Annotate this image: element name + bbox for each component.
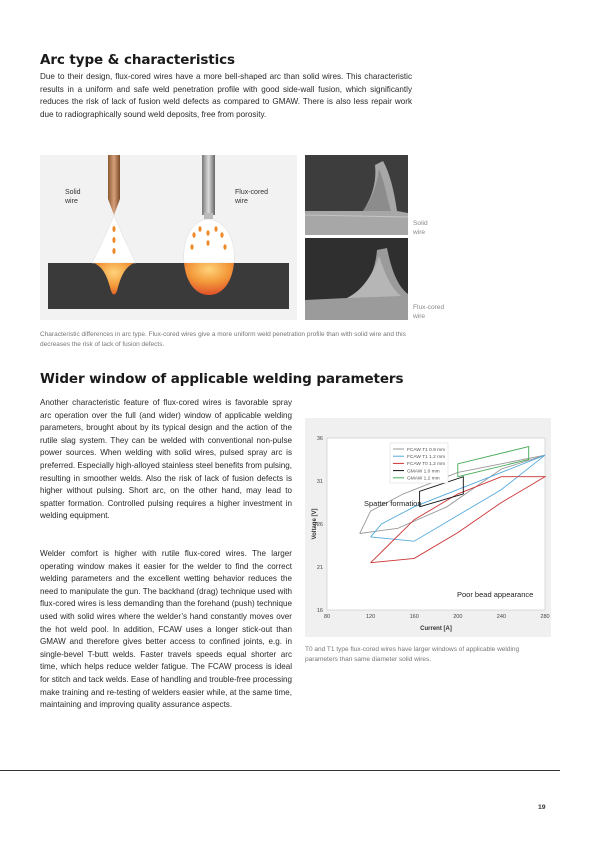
annotation-poor-bead: Poor bead appearance [457, 590, 534, 599]
x-axis-label: Current [A] [420, 626, 452, 632]
annotation-spatter: Spatter formation [364, 499, 422, 508]
y-tick-label: 26 [316, 522, 323, 528]
photo-solid-wire-label: Solid wire [413, 220, 428, 236]
arc-type-illustration [40, 155, 297, 320]
section-heading-arc-type: Arc type & characteristics [40, 52, 235, 68]
y-axis-label: Voltage [V] [312, 508, 318, 540]
legend-entry: GMAW 1.0 mm [407, 469, 440, 475]
x-tick-label: 240 [496, 614, 506, 620]
welding-parameters-paragraph-2: Welder comfort is higher with rutile flux-cored wires. The larger operating window makes it easier for the welder to find the correct welding parameters and the excellent wetting behavior reduces the need to manipulate the gun. The backhand (drag) technique used with flux-cored wires is less demanding than the forehand (push) technique used with solid wires where the welder’s hand constantly moves over the hot weld pool. In addition, FCAW uses a longer stick-out than GMAW and therefore gives better access to confined joints, e.g. in single-bevel T-butt welds. Faster travels speeds equal shorter arc time, which helps reduce welder fatigue. The FCAW process is ideal for stitch and tack welds. Ease of handling and trouble-free processing make training and re-testing of welders easier while, at the same time, maintaining and improving quality assurance aspects. [40, 549, 292, 710]
x-tick-label: 120 [366, 614, 376, 620]
solid-wire-label: Solid wire [65, 189, 81, 205]
solid-wire-electrode [108, 155, 120, 199]
figure1-caption: Characteristic differences in arc type. Flux-cored wires give a more uniform weld penetration profile than with solid wire and this decreases the risk of lack of fusion defects. [40, 331, 406, 348]
base-metal [48, 263, 289, 309]
page-number: 19 [538, 804, 546, 811]
y-tick-label: 36 [316, 436, 323, 442]
arc-type-paragraph: Due to their design, flux-cored wires have a more bell-shaped arc than solid wires. This characteristic results in a uniform and safe weld penetration profile with good side-wall fusion, which significantly reduces the risk of lack of fusion weld defects as compared to GMAW. There is also less repair work due to radiographically sound weld deposits, free from porosity. [40, 72, 412, 119]
legend-entry: FCAW T0 1.2 mm [407, 462, 446, 468]
welding-window-chart-svg [305, 418, 551, 637]
arc-type-illustration-svg [40, 155, 297, 320]
photo-flux-cored-label: Flux-cored wire [413, 304, 445, 320]
legend-entry: GMAW 1.2 mm [407, 476, 440, 482]
footer-rule [0, 770, 560, 771]
x-tick-label: 280 [540, 614, 550, 620]
welding-window-chart [305, 418, 551, 637]
section-heading-welding-parameters: Wider window of applicable welding parameters [40, 371, 404, 387]
flux-cored-wire-electrode [202, 155, 215, 215]
flux-cored-wire-label: Flux-cored wire [235, 189, 269, 205]
x-tick-label: 160 [409, 614, 419, 620]
flux-cored-weld-photo [305, 238, 408, 320]
x-tick-label: 200 [453, 614, 463, 620]
x-tick-label: 80 [323, 614, 331, 620]
chart-caption: T0 and T1 type flux-cored wires have larger windows of applicable welding parameters than same diameter solid wires. [305, 646, 520, 663]
y-tick-label: 16 [316, 608, 323, 614]
legend-entry: FCAW T1 1.2 mm [407, 455, 446, 460]
y-tick-label: 31 [316, 479, 323, 485]
legend-entry: FCAW T1 0.9 mm [407, 447, 446, 453]
y-tick-label: 21 [316, 565, 323, 571]
solid-wire-weld-photo [305, 155, 408, 235]
welding-parameters-paragraph-1: Another characteristic feature of flux-cored wires is favorable spray arc operation over the full (and wider) window of applicable welding parameters, brought about by its typical design and the action of the rutile slag system. They can be welded with conventional non-pulse power sources. When welding with solid wires, pulsed spray arc is preferred. Especially high-alloyed stainless steel benefits from pulsing, resulting in smoother welds. Also the risk of lack of fusion defects is higher without pulsing. Short arc, on the other hand, may lead to spatter formation. Controlled pulsing requires a higher investment in welding equipment. [40, 398, 292, 521]
